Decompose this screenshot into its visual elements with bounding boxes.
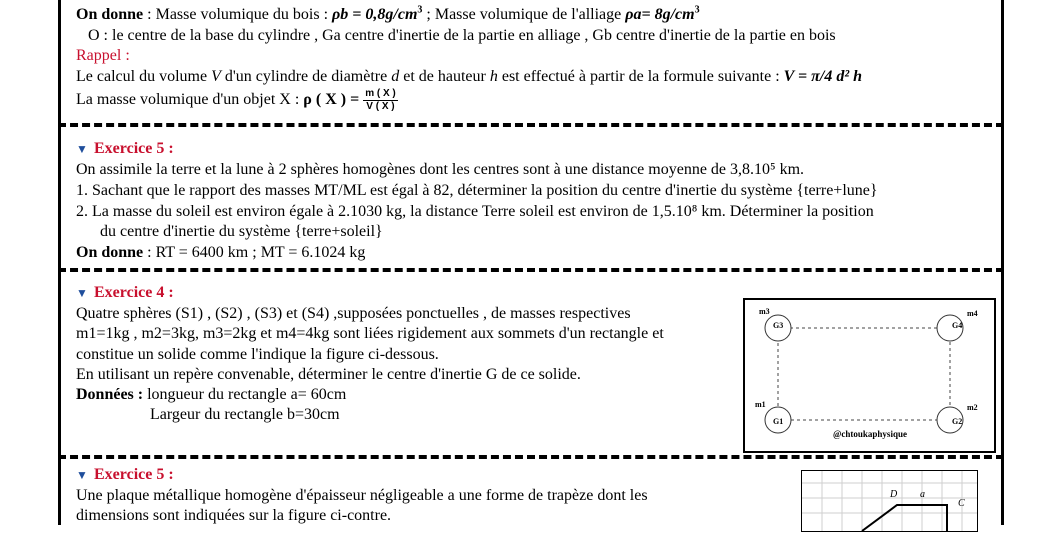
label-c: C: [958, 498, 965, 509]
section-divider: [58, 268, 1004, 272]
exercise-line: m1=1kg , m2=3kg, m3=2kg et m4=4kg sont liées rigidement aux sommets d'un rectangle et: [76, 325, 664, 342]
exercise-paragraph: On assimile la terre et la lune à 2 sphères homogènes dont les centres sont à une distance moyenne de 3,8.10⁵ km.: [76, 161, 805, 178]
exercise-line: constitue un solide comme l'indique la figure ci-dessous.: [76, 346, 439, 363]
page-border-left: [58, 0, 61, 525]
volume-text-e: est effectué à partir de la formule suivante :: [497, 68, 784, 85]
given-label: On donne: [76, 244, 144, 261]
density-fraction: [363, 88, 398, 113]
label-g1: G1: [773, 417, 784, 426]
rectangle-length: longueur du rectangle a= 60cm: [143, 386, 347, 403]
section-divider: [58, 123, 1004, 127]
given-values: : RT = 6400 km ; MT = 6.1024 kg: [143, 244, 366, 261]
density-rho: ρ ( X ) =: [303, 91, 360, 109]
label-m1: m1: [755, 400, 766, 409]
exercise-title: [76, 140, 174, 158]
exercise-title: [76, 466, 174, 484]
arrow-bullet-icon: ▼: [76, 468, 88, 482]
rectangle-diagram: [745, 300, 994, 451]
label-d: D: [890, 489, 898, 500]
volume-var-d: d: [391, 68, 400, 85]
rectangle-width: Largeur du rectangle b=30cm: [150, 406, 340, 423]
rectangle-figure: [743, 298, 996, 453]
trapezoid-figure: [801, 470, 978, 532]
fraction-denominator: V ( X ): [366, 101, 395, 112]
volume-text-c: et de hauteur: [399, 68, 490, 85]
volume-formula-line: [76, 67, 862, 86]
wood-density-value: ρb = 0,8g/cm: [332, 6, 418, 23]
label-g2: G2: [952, 417, 963, 426]
exercise-title-text: Exercice 4 :: [94, 284, 174, 301]
label-m3: m3: [759, 307, 770, 316]
data-label: Données :: [76, 386, 144, 403]
arrow-bullet-icon: ▼: [76, 142, 88, 156]
exercise-title-text: Exercice 5 :: [94, 466, 174, 483]
given-densities-line: On donne : Masse volumique du bois : $\rho b = 0,8g/cm^3$ ; Masse volumique de l'alliage $\rho a= 8g/cm^3$: [76, 4, 700, 23]
centers-definition-line: O : le centre de la base du cylindre , Ga centre d'inertie de la partie en alliage , Gb centre d'inertie de la partie en bois: [88, 27, 836, 44]
figure-credit: @chtoukaphysique: [833, 429, 907, 439]
exercise-line: Une plaque métallique homogène d'épaisseur négligeable a une forme de trapèze dont les: [76, 487, 648, 504]
alloy-density-value: ρa= 8g/cm: [625, 6, 695, 23]
trapezoid-shape: [862, 505, 947, 531]
volume-text-a: Le calcul du volume: [76, 68, 212, 85]
given-label: On donne: [76, 6, 144, 23]
exercise-title: [76, 284, 174, 302]
label-m2: m2: [967, 403, 978, 412]
density-text: La masse volumique d'un objet X :: [76, 91, 304, 109]
volume-formula: V = π/4 d² h: [783, 68, 863, 85]
fraction-numerator: m ( X ): [365, 88, 396, 99]
label-g4: G4: [952, 321, 963, 330]
arrow-bullet-icon: ▼: [76, 286, 88, 300]
rappel-heading: Rappel :: [76, 47, 130, 64]
question-2: 2. La masse du soleil est environ égale à 2.1030 kg, la distance Terre soleil est environ de 1,5.10⁸ km. Déterminer la position: [76, 203, 874, 220]
given-values-line: [76, 243, 365, 262]
exercise-title-text: Exercice 5 :: [94, 140, 174, 157]
section-divider: [58, 455, 1004, 459]
volume-text-b: d'un cylindre de diamètre: [220, 68, 392, 85]
label-m4: m4: [967, 309, 978, 318]
label-g3: G3: [773, 321, 784, 330]
volume-var-v: V: [211, 68, 221, 85]
exercise-line: En utilisant un repère convenable, déterminer le centre d'inertie G de ce solide.: [76, 366, 581, 383]
alloy-density-text: ; Masse volumique de l'alliage: [422, 6, 626, 23]
exercise-line: dimensions sont indiquées sur la figure ci-contre.: [76, 507, 392, 524]
exercise-line: Quatre sphères (S1) , (S2) , (S3) et (S4) ,supposées ponctuelles , de masses respectives: [76, 305, 631, 322]
question-2-continuation: du centre d'inertie du système {terre+soleil}: [100, 223, 383, 240]
page-border-right: [1001, 0, 1004, 525]
volume-var-h: h: [489, 68, 498, 85]
label-a: a: [920, 489, 925, 500]
dashed-rectangle: [778, 328, 950, 420]
data-line: [76, 385, 346, 404]
wood-density-text: : Masse volumique du bois :: [143, 6, 333, 23]
trapezoid-diagram: [802, 471, 977, 531]
density-formula-line: [76, 88, 398, 113]
question-1: 1. Sachant que le rapport des masses MT/ML est égal à 82, déterminer la position du centre d'inertie du système {terre+lune}: [76, 182, 878, 199]
